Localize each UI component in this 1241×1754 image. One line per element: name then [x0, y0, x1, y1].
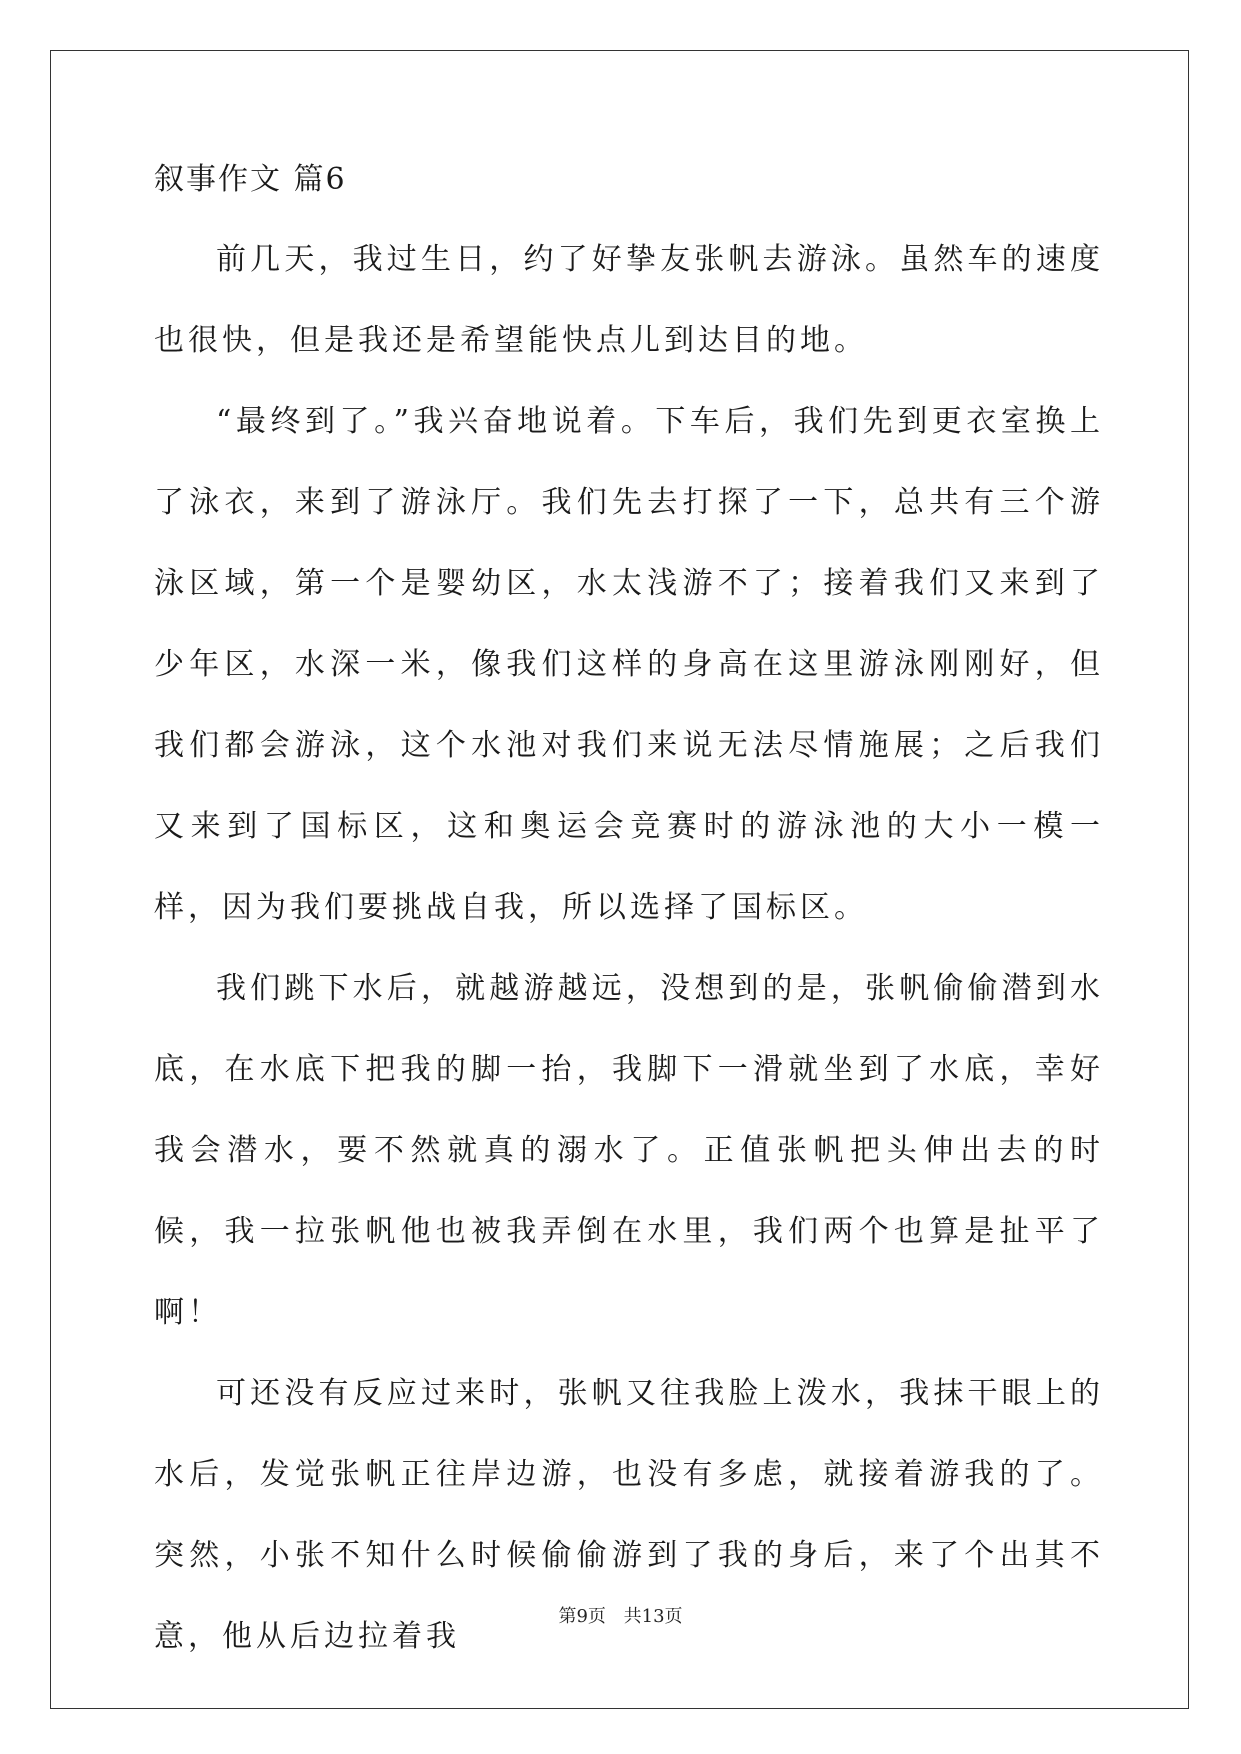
page-number: 第9页 — [558, 1606, 606, 1627]
document-body — [154, 160, 1104, 1677]
paragraph-1: 前几天，我过生日，约了好挚友张帆去游泳。虽然车的速度也很快，但是我还是希望能快点儿到达目的地。 — [154, 242, 1104, 358]
paragraph-2: “最终到了。”我兴奋地说着。下车后，我们先到更衣室换上了泳衣，来到了游泳厅。我们先去打探了一下，总共有三个游泳区域，第一个是婴幼区，水太浅游不了；接着我们又来到了少年区，水深一米，像我们这样的身高在这里游泳刚刚好，但我们都会游泳，这个水池对我们来说无法尽情施展；之后我们又来到了国标区，这和奥运会竞赛时的游泳池的大小一模一样，因为我们要挑战自我，所以选择了国标区。 — [154, 404, 1104, 925]
page-total: 共13页 — [623, 1606, 683, 1627]
document-title: 叙事作文 篇6 — [154, 162, 347, 197]
paragraph-3: 我们跳下水后，就越游越远，没想到的是，张帆偷偷潜到水底，在水底下把我的脚一抬，我脚下一滑就坐到了水底，幸好我会潜水，要不然就真的溺水了。正值张帆把头伸出去的时候，我一拉张帆他也被我弄倒在水里，我们两个也算是扯平了啊！ — [154, 971, 1104, 1330]
page-footer — [0, 1602, 1241, 1628]
paragraph-4: 可还没有反应过来时，张帆又往我脸上泼水，我抹干眼上的水后，发觉张帆正往岸边游，也没有多虑，就接着游我的了。突然，小张不知什么时候偷偷游到了我的身后，来了个出其不意，他从后边拉着我 — [154, 1376, 1104, 1654]
